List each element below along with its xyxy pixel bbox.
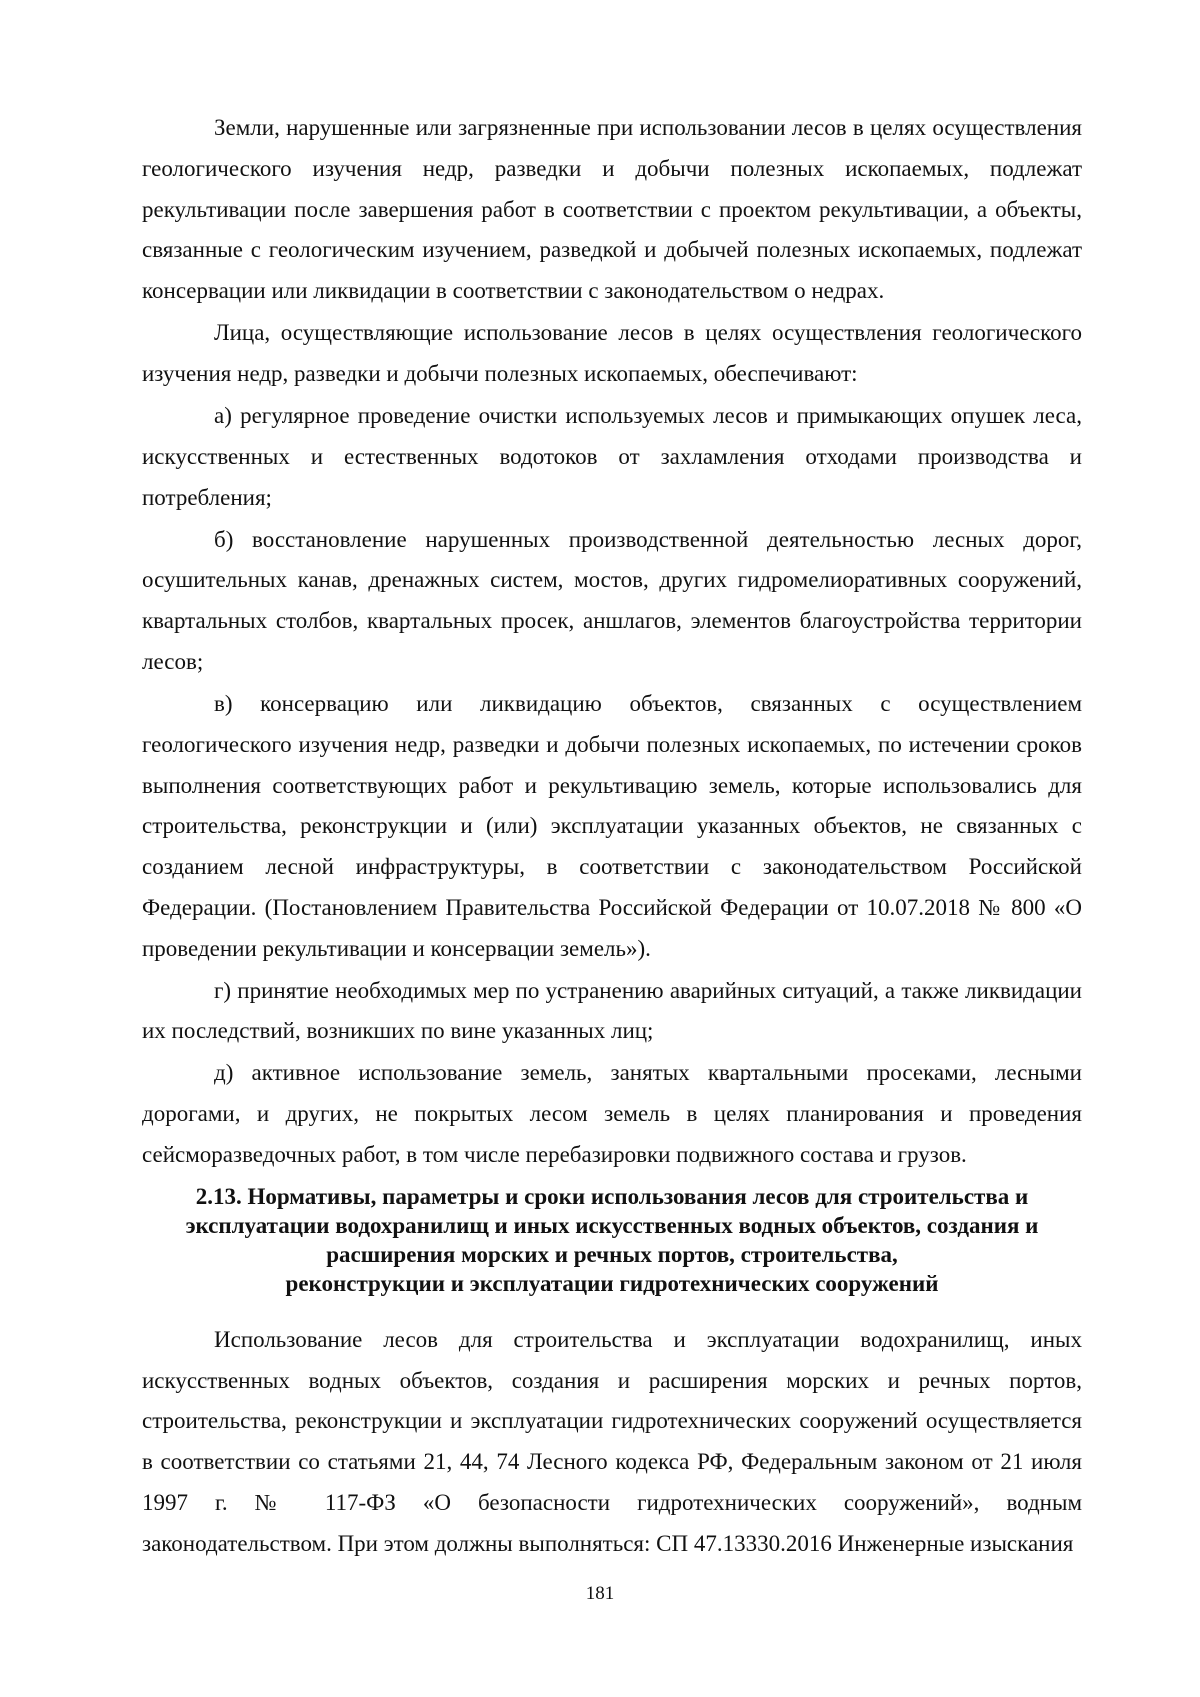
section-heading-line: расширения морских и речных портов, строительства,	[326, 1241, 898, 1267]
section-heading-line: реконструкции и эксплуатации гидротехнических сооружений	[285, 1270, 939, 1296]
section-heading-line: эксплуатации водохранилищ и иных искусственных водных объектов, создания и	[185, 1212, 1039, 1238]
page-number: 181	[585, 1583, 615, 1604]
paragraph-persons-obligations: Лица, осуществляющие использование лесов в целях осуществления геологического изучения недр, разведки и добычи полезных ископаемых, обеспечивают:	[142, 320, 1082, 386]
list-item-v: в) консервацию или ликвидацию объектов, связанных с осуществлением геологического изучения недр, разведки и добычи полезных ископаемых, по истечении сроков выполнения соответствующих работ и рекультивацию земель, которые использовались для строительства, реконструкции и (или) эксплуатации указанных объектов, не связанных с созданием лесной инфраструктуры, в соответствии с законодательством Российской Федерации. (Постановлением Правительства Российской Федерации от 10.07.2018 № 800 «О проведении рекультивации и консервации земель»).	[142, 690, 1082, 961]
section-heading-line: 2.13. Нормативы, параметры и сроки использования лесов для строительства и	[195, 1183, 1029, 1209]
list-item-g: г) принятие необходимых мер по устранению аварийных ситуаций, а также ликвидации их последствий, возникших по вине указанных лиц;	[142, 977, 1082, 1044]
paragraph-reservoirs-usage: Использование лесов для строительства и эксплуатации водохранилищ, иных искусственных водных объектов, создания и расширения морских и речных портов, строительства, реконструкции и эксплуатации гидротехнических сооружений осуществляется в соответствии со статьями 21, 44, 74 Лесного кодекса РФ, Федеральным законом от 21 июля 1997 г. № 117-ФЗ «О безопасности гидротехнических сооружений», водным законодательством. При этом должны выполняться: СП 47.13330.2016 Инженерные изыскания	[142, 1326, 1082, 1556]
list-item-d: д) активное использование земель, занятых квартальными просеками, лесными дорогами, и других, не покрытых лесом земель в целях планирования и проведения сейсморазведочных работ, в том числе перебазировки подвижного состава и грузов.	[142, 1060, 1082, 1168]
list-item-a: а) регулярное проведение очистки используемых лесов и примыкающих опушек леса, искусственных и естественных водотоков от захламления отходами производства и потребления;	[142, 402, 1082, 510]
list-item-b: б) восстановление нарушенных производственной деятельностью лесных дорог, осушительных канав, дренажных систем, мостов, других гидромелиоративных сооружений, квартальных столбов, квартальных просек, аншлагов, элементов благоустройства территории лесов;	[142, 526, 1082, 674]
page-content	[142, 108, 1082, 1566]
paragraph-lands-recultivation: Земли, нарушенные или загрязненные при использовании лесов в целях осуществления геологического изучения недр, разведки и добычи полезных ископаемых, подлежат рекультивации после завершения работ в соответствии с проектом рекультивации, а объекты, связанные с геологическим изучением, разведкой и добычей полезных ископаемых, подлежат консервации или ликвидации в соответствии с законодательством о недрах.	[142, 115, 1082, 304]
section-heading-2-13	[142, 1182, 1082, 1298]
